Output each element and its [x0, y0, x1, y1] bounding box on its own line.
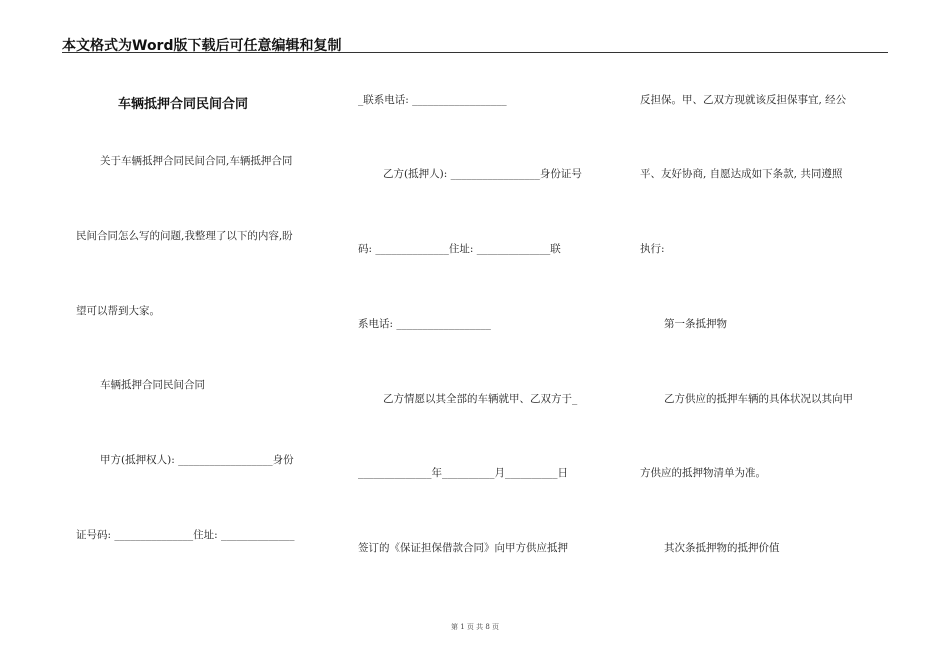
- page-number: 第 1 页 共 8 页: [450, 623, 500, 631]
- col2-line: _联系电话: __________________: [358, 94, 507, 106]
- col2-line: 签订的《保证担保借款合同》向甲方供应抵押: [358, 542, 568, 554]
- col1-line: 望可以帮到大家。: [76, 305, 160, 317]
- page-header: 本文格式为Word版下载后可任意编辑和复制: [62, 38, 342, 54]
- col3-line: 平、友好协商, 自愿达成如下条款, 共同遵照: [640, 168, 843, 180]
- col3-line: 第一条抵押物: [664, 318, 727, 330]
- col2-line: 乙方(抵押人): _________________身份证号: [383, 168, 582, 180]
- header-divider: [62, 52, 888, 53]
- col1-line: 车辆抵押合同民间合同: [100, 379, 205, 391]
- col1-line: 民间合同怎么写的问题,我整理了以下的内容,盼: [76, 230, 293, 242]
- col3-line: 反担保。甲、乙双方现就该反担保事宜, 经公: [640, 94, 847, 106]
- col1-line: 关于车辆抵押合同民间合同,车辆抵押合同: [100, 155, 293, 167]
- col3-line: 执行:: [640, 243, 665, 255]
- col1-line: 证号码: _______________住址: ______________: [76, 529, 295, 541]
- col2-line: 系电话: __________________: [358, 318, 491, 330]
- col1-line: 甲方(抵押权人): __________________身份: [100, 454, 294, 466]
- col2-line: 乙方情愿以其全部的车辆就甲、乙双方于_: [383, 393, 578, 405]
- document-title: 车辆抵押合同民间合同: [118, 97, 249, 112]
- col3-line: 乙方供应的抵押车辆的具体状况以其向甲: [664, 393, 853, 405]
- col3-line: 方供应的抵押物清单为准。: [640, 467, 766, 479]
- col2-line: ______________年__________月__________日: [358, 467, 568, 479]
- col3-line: 其次条抵押物的抵押价值: [664, 542, 780, 554]
- col2-line: 码: ______________住址: ______________联: [358, 243, 561, 255]
